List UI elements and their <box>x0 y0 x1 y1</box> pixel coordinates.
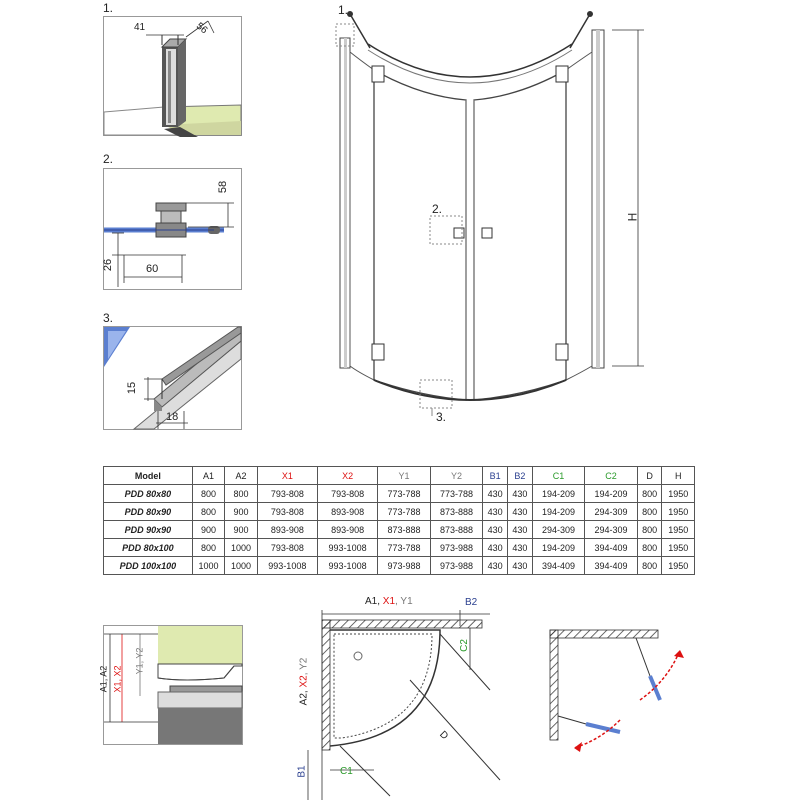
plan-c2-label: C2 <box>458 639 470 652</box>
detail-2-width-dim: 60 <box>146 263 159 275</box>
detail-2-base-dim: 26 <box>102 258 115 272</box>
table-row <box>104 485 695 503</box>
table-header-cell: D <box>637 467 662 485</box>
dimensions-table <box>103 466 695 575</box>
table-cell: 793-808 <box>257 503 317 521</box>
section-y-label: Y1, Y2 <box>134 647 145 675</box>
table-cell: 973-988 <box>430 539 483 557</box>
table-cell: 800 <box>637 485 662 503</box>
table-cell: 294-309 <box>585 503 638 521</box>
table-header-cell: Y1 <box>378 467 431 485</box>
table-cell: 773-788 <box>430 485 483 503</box>
plan-c1-label: C1 <box>340 766 353 777</box>
plan-side-b-label: B1 <box>296 765 308 778</box>
table-header-cell: X2 <box>317 467 377 485</box>
detail-3-height-dim: 15 <box>126 381 139 395</box>
plan-top-y-label: , Y1 <box>395 596 413 607</box>
table-cell: 430 <box>507 539 532 557</box>
detail-3-number: 3. <box>103 311 114 325</box>
table-header-cell: B2 <box>507 467 532 485</box>
detail-1-number: 1. <box>103 1 114 15</box>
section-x-label: X1, X2 <box>112 665 123 693</box>
table-cell: 793-808 <box>317 485 377 503</box>
table-header-row <box>104 467 695 485</box>
detail-2-height-dim: 58 <box>217 180 230 194</box>
plan-view-drawing <box>300 600 500 800</box>
table-cell: 430 <box>507 485 532 503</box>
table-cell: 993-1008 <box>257 557 317 575</box>
detail-1-width-dim: 41 <box>134 22 146 33</box>
table-cell: 1950 <box>662 557 695 575</box>
table-cell: 900 <box>225 503 257 521</box>
table-cell: 1950 <box>662 485 695 503</box>
table-cell: 873-888 <box>378 521 431 539</box>
table-cell: 800 <box>637 539 662 557</box>
table-cell: 1000 <box>192 557 224 575</box>
table-cell: 800 <box>192 485 224 503</box>
table-header-cell: A1 <box>192 467 224 485</box>
table-cell: 430 <box>507 503 532 521</box>
table-header-cell: H <box>662 467 695 485</box>
detail-1-drawing <box>104 17 241 135</box>
table-cell: 194-209 <box>532 539 585 557</box>
table-cell: 1950 <box>662 539 695 557</box>
table-cell: 893-908 <box>317 503 377 521</box>
table-header-cell: A2 <box>225 467 257 485</box>
table-cell: 793-808 <box>257 485 317 503</box>
table-cell: 294-309 <box>585 521 638 539</box>
height-dimension-label: H <box>625 212 640 222</box>
table-cell: 873-888 <box>430 503 483 521</box>
table-cell: 900 <box>225 521 257 539</box>
table-cell: 394-409 <box>585 557 638 575</box>
table-cell: 800 <box>225 485 257 503</box>
callout-2-label: 2. <box>432 202 443 216</box>
section-detail-drawing <box>104 626 242 744</box>
table-cell: 1000 <box>225 539 257 557</box>
table-cell: 773-788 <box>378 485 431 503</box>
table-row <box>104 539 695 557</box>
detail-2-panel <box>103 168 242 290</box>
table-cell: 294-309 <box>532 521 585 539</box>
table-header-cell: C2 <box>585 467 638 485</box>
table-cell: 1000 <box>225 557 257 575</box>
table-cell: 430 <box>483 539 508 557</box>
table-cell-model: PDD 80x100 <box>104 539 193 557</box>
shower-enclosure-drawing <box>320 0 660 430</box>
table-cell: 430 <box>483 485 508 503</box>
table-cell: 430 <box>507 521 532 539</box>
table-cell: 893-908 <box>257 521 317 539</box>
table-header-cell: Y2 <box>430 467 483 485</box>
detail-3-panel <box>103 326 242 430</box>
table-cell: 973-988 <box>378 557 431 575</box>
plan-side-dimension <box>298 658 309 706</box>
table-row <box>104 503 695 521</box>
table-cell: 800 <box>637 521 662 539</box>
table-cell-model: PDD 100x100 <box>104 557 193 575</box>
door-swing-drawing <box>540 620 700 760</box>
table-cell: 893-908 <box>317 521 377 539</box>
plan-top-b-label: B2 <box>465 597 478 608</box>
table-cell: 800 <box>637 557 662 575</box>
table-row <box>104 521 695 539</box>
plan-top-a-label: A1, <box>365 596 383 607</box>
table-cell-model: PDD 80x80 <box>104 485 193 503</box>
section-a-label: A1, A2 <box>98 665 109 693</box>
table-header-cell: B1 <box>483 467 508 485</box>
detail-2-number: 2. <box>103 152 114 166</box>
plan-d-label: D <box>437 729 451 742</box>
table-cell: 194-209 <box>585 485 638 503</box>
table-header-cell: Model <box>104 467 193 485</box>
table-cell: 430 <box>483 503 508 521</box>
table-cell: 773-788 <box>378 539 431 557</box>
table-cell: 873-888 <box>430 521 483 539</box>
table-cell: 993-1008 <box>317 539 377 557</box>
table-row <box>104 557 695 575</box>
table-header-cell: X1 <box>257 467 317 485</box>
table-cell: 800 <box>192 539 224 557</box>
plan-top-dimension <box>365 596 413 607</box>
plan-side-y-label: , Y2 <box>298 657 310 676</box>
detail-1-panel <box>103 16 242 136</box>
table-cell: 1950 <box>662 521 695 539</box>
callout-3-label: 3. <box>436 410 447 424</box>
table-cell: 430 <box>483 521 508 539</box>
table-cell: 394-409 <box>532 557 585 575</box>
table-cell: 900 <box>192 521 224 539</box>
table-cell: 800 <box>637 503 662 521</box>
table-cell: 993-1008 <box>317 557 377 575</box>
detail-3-width-dim: 18 <box>166 411 179 423</box>
table-header-cell: C1 <box>532 467 585 485</box>
plan-side-a-label: A2, <box>298 687 310 706</box>
table-cell: 793-808 <box>257 539 317 557</box>
plan-side-x-label: X2 <box>298 675 310 688</box>
detail-1-depth-dim: 56 <box>193 20 210 37</box>
table-cell: 430 <box>507 557 532 575</box>
section-detail-panel <box>98 625 243 745</box>
table-cell: 973-988 <box>430 557 483 575</box>
plan-top-x-label: X1 <box>382 596 396 607</box>
table-cell: 194-209 <box>532 485 585 503</box>
table-cell: 800 <box>192 503 224 521</box>
table-cell-model: PDD 80x90 <box>104 503 193 521</box>
table-cell-model: PDD 90x90 <box>104 521 193 539</box>
callout-1-label: 1. <box>338 3 349 17</box>
table-cell: 430 <box>483 557 508 575</box>
table-cell: 394-409 <box>585 539 638 557</box>
table-cell: 1950 <box>662 503 695 521</box>
table-cell: 194-209 <box>532 503 585 521</box>
table-cell: 773-788 <box>378 503 431 521</box>
